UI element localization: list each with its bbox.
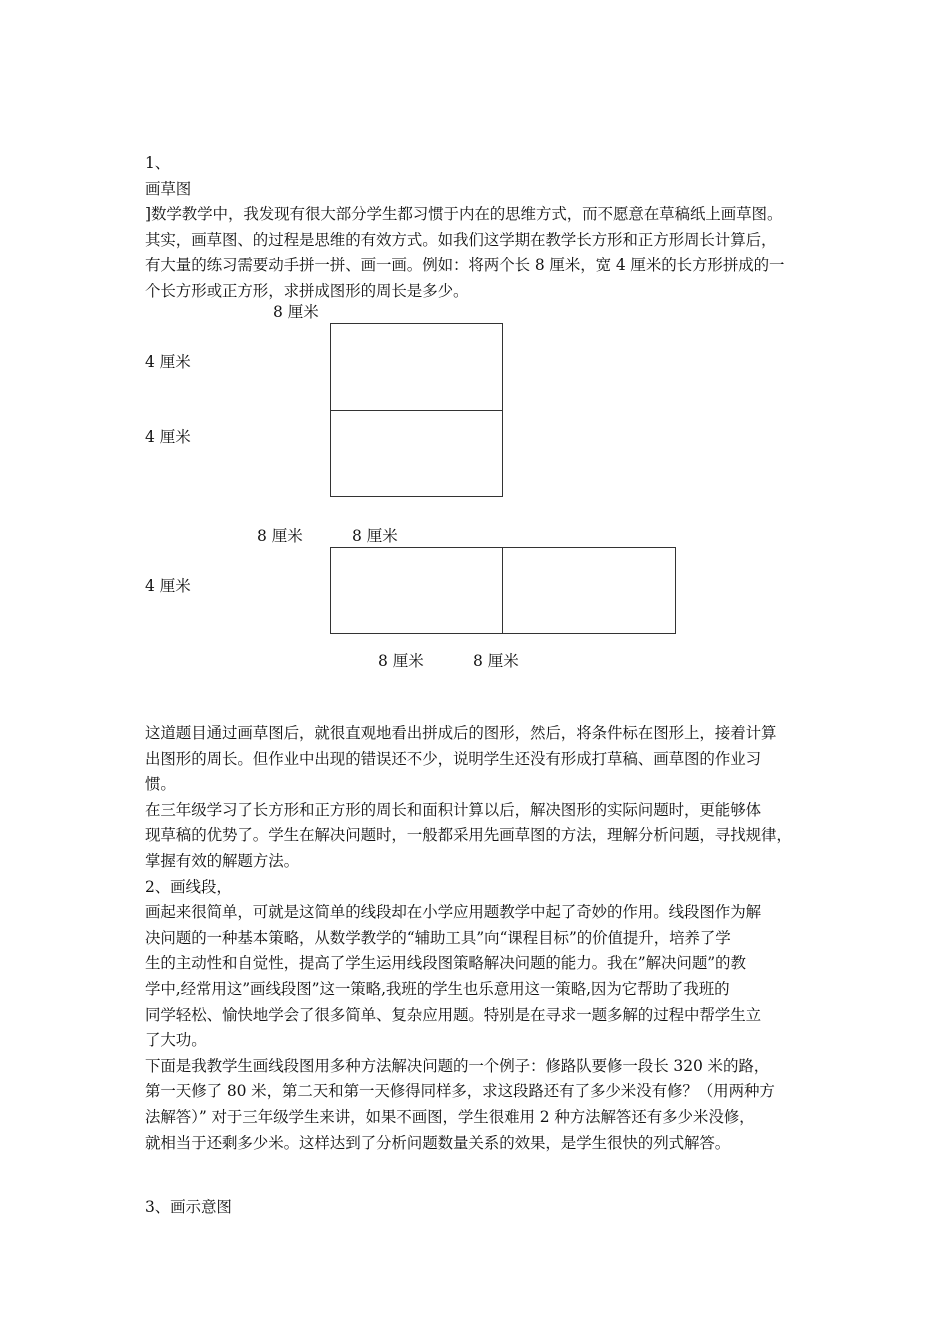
figure-2-bottom-label-right: 8 厘米 — [473, 652, 519, 670]
section-1-number: 1、 — [145, 154, 171, 172]
rectangle-left — [330, 547, 503, 634]
section-1-intro — [145, 151, 820, 305]
paragraph-line: 惯。 — [145, 775, 176, 794]
rectangle-lower — [330, 410, 503, 497]
figure-1-side-label-upper: 4 厘米 — [145, 353, 191, 371]
paragraph-line: 就相当于还剩多少米。这样达到了分析问题数量关系的效果，是学生很快的列式解答。 — [145, 1133, 731, 1152]
paragraph-line: 个长方形或正方形，求拼成图形的周长是多少。 — [145, 281, 469, 300]
main-body-text — [145, 721, 820, 1156]
section-2-heading: 2、画线段， — [145, 877, 232, 896]
section-1-title: 画草图 — [145, 179, 192, 198]
section-3-heading: 3、画示意图 — [145, 1198, 232, 1216]
paragraph-line: 学中,经常用这”画线段图”这一策略,我班的学生也乐意用这一策略,因为它帮助了我班的 — [145, 979, 730, 998]
paragraph-line: 现草稿的优势了。学生在解决问题时，一般都采用先画草图的方法，理解分析问题，寻找规律， — [145, 826, 792, 845]
paragraph-line: 掌握有效的解题方法。 — [145, 851, 300, 870]
rectangle-right — [502, 547, 676, 634]
figure-1-top-label: 8 厘米 — [273, 303, 319, 321]
paragraph-line: 同学轻松、愉快地学会了很多简单、复杂应用题。特别是在寻求一题多解的过程中帮学生立 — [145, 1005, 762, 1024]
paragraph-line: 画起来很简单，可就是这简单的线段却在小学应用题教学中起了奇妙的作用。线段图作为解 — [145, 903, 762, 922]
figure-2-side-label: 4 厘米 — [145, 577, 191, 595]
paragraph-line: 决问题的一种基本策略，从数学教学的“辅助工具”向“课程目标”的价值提升，培养了学 — [145, 928, 731, 947]
paragraph-line: 这道题目通过画草图后，就很直观地看出拼成后的图形，然后，将条件标在图形上，接着计算 — [145, 724, 777, 742]
rectangle-upper — [330, 323, 503, 411]
section-3 — [145, 1195, 820, 1221]
paragraph-line: 其实，画草图、的过程是思维的有效方式。如我们这学期在教学长方形和正方形周长计算后， — [145, 230, 777, 249]
paragraph-line: ]数学教学中，我发现有很大部分学生都习惯于内在的思维方式，而不愿意在草稿纸上画草图。 — [145, 205, 783, 224]
paragraph-line: 在三年级学习了长方形和正方形的周长和面积计算以后，解决图形的实际问题时，更能够体 — [145, 800, 762, 819]
figure-2-top-label-left: 8 厘米 — [257, 527, 303, 545]
figure-2-bottom-label-left: 8 厘米 — [378, 652, 424, 670]
paragraph-line: 了大功。 — [145, 1031, 207, 1050]
paragraph-line: 第一天修了 80 米，第二天和第一天修得同样多，求这段路还有了多少米没有修？（用两种方 — [145, 1082, 775, 1101]
paragraph-line: 下面是我教学生画线段图用多种方法解决问题的一个例子：修路队要修一段长 320 米的路， — [145, 1056, 770, 1075]
paragraph-line: 有大量的练习需要动手拼一拼、画一画。例如：将两个长 8 厘米，宽 4 厘米的长方形拼成的一 — [145, 256, 785, 275]
paragraph-line: 生的主动性和自觉性，提高了学生运用线段图策略解决问题的能力。我在”解决问题”的教 — [145, 954, 746, 973]
figure-2-top-label-right: 8 厘米 — [352, 527, 398, 545]
figure-1-side-label-lower: 4 厘米 — [145, 428, 191, 446]
paragraph-line: 出图形的周长。但作业中出现的错误还不少，说明学生还没有形成打草稿、画草图的作业习 — [145, 749, 762, 768]
paragraph-line: 法解答）” 对于三年级学生来讲，如果不画图，学生很难用 2 种方法解答还有多少米没修， — [145, 1107, 755, 1126]
